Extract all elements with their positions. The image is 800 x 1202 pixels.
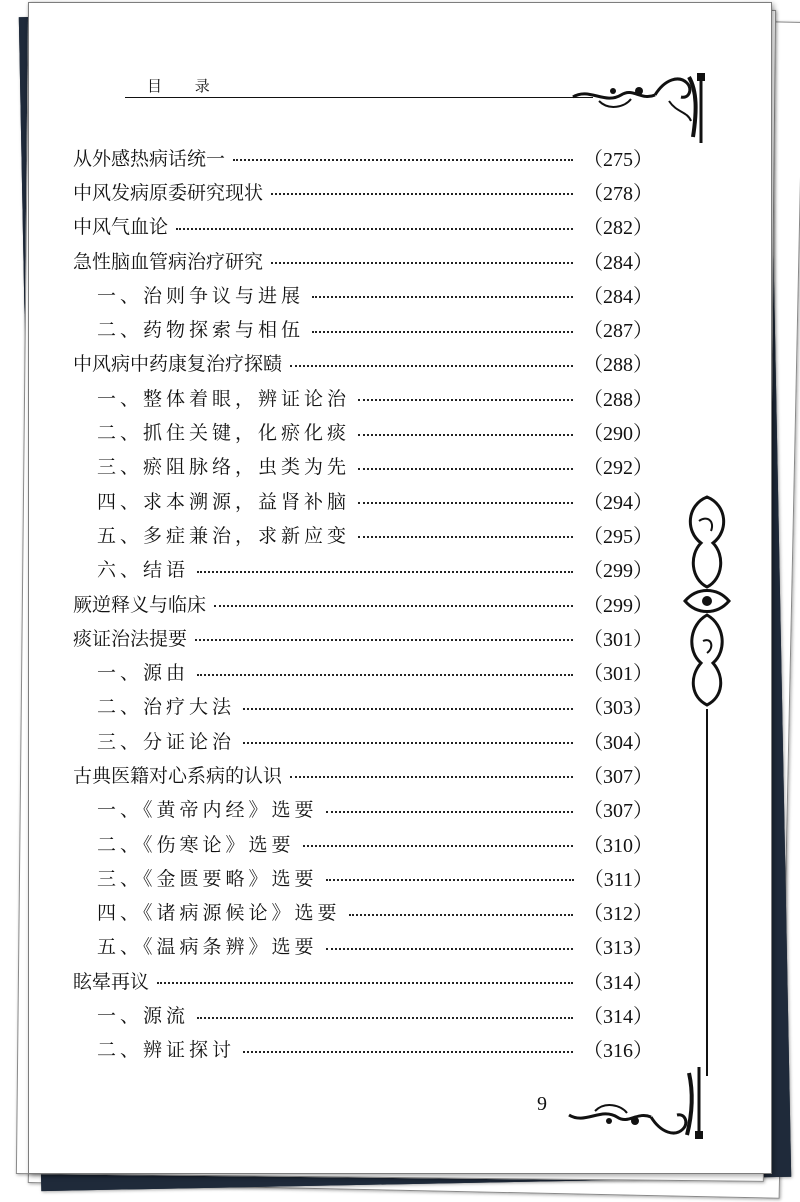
toc-entry-title: 一、源流 xyxy=(97,1005,190,1028)
dot-leader xyxy=(243,708,573,710)
toc-subentry xyxy=(73,895,653,929)
toc-entry-page: （295） xyxy=(583,525,653,548)
toc-entry-page: （304） xyxy=(583,731,653,754)
toc-entry xyxy=(73,174,653,208)
dot-leader xyxy=(197,1017,573,1019)
toc-entry-page: （287） xyxy=(583,320,653,343)
toc-entry-page: （288） xyxy=(583,354,653,377)
dot-leader xyxy=(290,776,573,778)
toc-subentry xyxy=(73,1032,653,1066)
toc-entry-title: 三、《金匮要略》选要 xyxy=(97,867,318,890)
toc-subentry xyxy=(73,277,653,311)
toc-entry xyxy=(73,757,653,791)
dot-leader xyxy=(358,434,573,436)
toc-entry-title: 五、多症兼治，求新应变 xyxy=(97,524,351,547)
toc-subentry xyxy=(73,689,653,723)
toc-entry-page: （290） xyxy=(583,423,653,446)
toc-subentry xyxy=(73,654,653,688)
table-of-contents xyxy=(73,140,653,1066)
toc-entry-page: （312） xyxy=(583,903,653,926)
toc-entry-page: （278） xyxy=(583,182,653,205)
dot-leader xyxy=(326,879,574,881)
toc-subentry xyxy=(73,311,653,345)
toc-entry-page: （301） xyxy=(583,628,653,651)
toc-entry-title: 二、药物探索与相伍 xyxy=(97,319,305,342)
header-rule xyxy=(125,97,593,98)
toc-entry xyxy=(73,586,653,620)
toc-entry-title: 一、《黄帝内经》选要 xyxy=(97,799,318,822)
toc-entry-page: （284） xyxy=(583,285,653,308)
dot-leader xyxy=(312,331,573,333)
dot-leader xyxy=(326,811,573,813)
dot-leader xyxy=(157,982,573,984)
toc-subentry xyxy=(73,414,653,448)
dot-leader xyxy=(349,914,573,916)
dot-leader xyxy=(358,468,573,470)
book-page xyxy=(28,2,772,1174)
dot-leader xyxy=(290,365,573,367)
toc-subentry xyxy=(73,929,653,963)
toc-entry-title: 痰证治法提要 xyxy=(73,627,188,650)
toc-entry-page: （303） xyxy=(583,697,653,720)
toc-entry xyxy=(73,140,653,174)
toc-subentry xyxy=(73,826,653,860)
toc-entry-title: 三、分证论治 xyxy=(97,730,236,753)
dot-leader xyxy=(271,193,573,195)
corner-ornament-top xyxy=(569,71,719,151)
toc-entry-page: （313） xyxy=(583,937,653,960)
toc-entry-page: （311） xyxy=(583,868,653,891)
toc-entry-title: 四、求本溯源，益肾补脑 xyxy=(97,490,351,513)
toc-subentry xyxy=(73,449,653,483)
dot-leader xyxy=(214,605,573,607)
toc-entry-page: （307） xyxy=(583,765,653,788)
dot-leader xyxy=(233,159,573,161)
toc-entry-title: 从外感热病话统一 xyxy=(73,147,226,170)
dot-leader xyxy=(195,639,573,641)
dot-leader xyxy=(243,742,573,744)
dot-leader xyxy=(312,296,573,298)
toc-entry-title: 五、《温病条辨》选要 xyxy=(97,936,318,959)
toc-entry xyxy=(73,243,653,277)
dot-leader xyxy=(176,228,573,230)
toc-subentry xyxy=(73,483,653,517)
toc-entry-page: （316） xyxy=(583,1040,653,1063)
toc-entry-title: 二、治疗大法 xyxy=(97,696,236,719)
dot-leader xyxy=(271,262,573,264)
toc-entry-page: （282） xyxy=(583,217,653,240)
toc-entry-page: （294） xyxy=(583,491,653,514)
toc-entry-title: 一、治则争议与进展 xyxy=(97,284,305,307)
dot-leader xyxy=(243,1051,573,1053)
toc-entry-title: 中风发病原委研究现状 xyxy=(73,181,264,204)
toc-entry-title: 六、结语 xyxy=(97,559,190,582)
toc-entry-title: 四、《诸病源候论》选要 xyxy=(97,902,341,925)
toc-entry-page: （310） xyxy=(583,834,653,857)
toc-entry-page: （292） xyxy=(583,457,653,480)
toc-entry-title: 厥逆释义与临床 xyxy=(73,593,207,616)
toc-entry-page: （275） xyxy=(583,148,653,171)
toc-entry-title: 中风病中药康复治疗探赜 xyxy=(73,353,283,376)
dot-leader xyxy=(326,948,573,950)
toc-entry-title: 二、《伤寒论》选要 xyxy=(97,833,295,856)
page-number: 9 xyxy=(537,1093,547,1115)
toc-entry-title: 古典医籍对心系病的认识 xyxy=(73,764,283,787)
toc-entry-page: （301） xyxy=(583,663,653,686)
toc-entry-page: （284） xyxy=(583,251,653,274)
dot-leader xyxy=(358,399,573,401)
toc-entry xyxy=(73,620,653,654)
toc-subentry xyxy=(73,997,653,1031)
corner-ornament-bottom xyxy=(565,1061,715,1141)
toc-entry-title: 急性脑血管病治疗研究 xyxy=(73,250,264,273)
dot-leader xyxy=(358,536,573,538)
toc-entry-title: 眩晕再议 xyxy=(73,970,150,993)
toc-entry-page: （299） xyxy=(583,594,653,617)
toc-subentry xyxy=(73,552,653,586)
dot-leader xyxy=(197,571,573,573)
toc-entry xyxy=(73,963,653,997)
toc-entry-page: （299） xyxy=(583,560,653,583)
toc-entry-page: （314） xyxy=(583,971,653,994)
toc-entry-title: 一、源由 xyxy=(97,662,190,685)
toc-entry-page: （307） xyxy=(583,800,653,823)
toc-entry xyxy=(73,346,653,380)
toc-entry-title: 三、瘀阻脉络，虫类为先 xyxy=(97,456,351,479)
toc-subentry xyxy=(73,380,653,414)
side-ornament xyxy=(677,491,737,1081)
toc-subentry xyxy=(73,792,653,826)
toc-entry-page: （288） xyxy=(583,388,653,411)
toc-entry-title: 二、辨证探讨 xyxy=(97,1039,236,1062)
toc-subentry xyxy=(73,723,653,757)
dot-leader xyxy=(197,674,573,676)
dot-leader xyxy=(303,845,573,847)
toc-entry-title: 二、抓住关键，化瘀化痰 xyxy=(97,422,351,445)
toc-subentry xyxy=(73,517,653,551)
toc-entry-page: （314） xyxy=(583,1006,653,1029)
toc-entry-title: 中风气血论 xyxy=(73,216,169,239)
toc-subentry xyxy=(73,860,653,894)
dot-leader xyxy=(358,502,573,504)
running-header: 目 录 xyxy=(147,77,224,95)
toc-entry xyxy=(73,209,653,243)
toc-entry-title: 一、整体着眼，辨证论治 xyxy=(97,387,351,410)
